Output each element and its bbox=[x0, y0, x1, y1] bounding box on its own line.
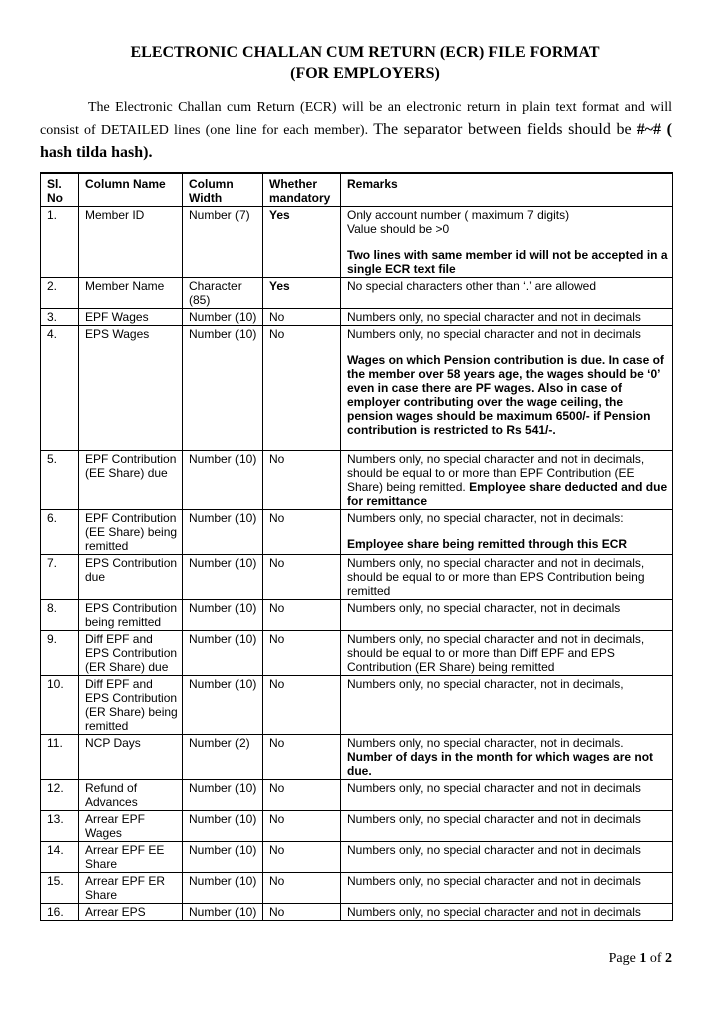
row-column-width: Number (10) bbox=[183, 676, 263, 735]
row-column-width: Number (2) bbox=[183, 735, 263, 780]
row-column-width: Number (10) bbox=[183, 451, 263, 510]
row-column-width: Number (10) bbox=[183, 904, 263, 921]
row-column-name: EPF Wages bbox=[79, 309, 183, 326]
intro-separator: #~# ( hash tilda hash). bbox=[40, 121, 672, 161]
table-row bbox=[41, 811, 673, 842]
footer-of-word: of bbox=[649, 951, 662, 966]
row-column-width: Character (85) bbox=[183, 278, 263, 309]
row-column-width: Number (10) bbox=[183, 600, 263, 631]
row-sl-no: 16. bbox=[41, 904, 79, 921]
remark-text: Numbers only, no special character, not in decimals. bbox=[347, 736, 624, 750]
row-column-width: Number (10) bbox=[183, 873, 263, 904]
ecr-format-table bbox=[40, 172, 673, 921]
row-sl-no: 6. bbox=[41, 510, 79, 555]
row-column-name: Arrear EPF Wages bbox=[79, 811, 183, 842]
table-row bbox=[41, 326, 673, 451]
header-column-name: Column Name bbox=[79, 173, 183, 207]
row-sl-no: 1. bbox=[41, 207, 79, 278]
row-column-name: EPF Contribution (EE Share) due bbox=[79, 451, 183, 510]
row-mandatory: No bbox=[263, 780, 341, 811]
row-sl-no: 15. bbox=[41, 873, 79, 904]
row-remarks bbox=[341, 278, 673, 309]
header-column-width: Column Width bbox=[183, 173, 263, 207]
page-footer bbox=[609, 951, 672, 967]
table-row bbox=[41, 510, 673, 555]
table-row bbox=[41, 904, 673, 921]
row-remarks bbox=[341, 735, 673, 780]
row-column-name: Member Name bbox=[79, 278, 183, 309]
table-row bbox=[41, 676, 673, 735]
row-sl-no: 11. bbox=[41, 735, 79, 780]
remark-text: Number of days in the month for which wages are not due. bbox=[347, 750, 654, 778]
remark-text: Numbers only, no special character and not in decimals, should be equal to or more than EPS Contribution being remitted bbox=[347, 556, 645, 598]
row-mandatory: No bbox=[263, 600, 341, 631]
table-row bbox=[41, 451, 673, 510]
row-sl-no: 13. bbox=[41, 811, 79, 842]
row-sl-no: 2. bbox=[41, 278, 79, 309]
document-title bbox=[40, 42, 690, 84]
table-row bbox=[41, 735, 673, 780]
row-column-name: Member ID bbox=[79, 207, 183, 278]
row-remarks bbox=[341, 904, 673, 921]
remark-text: Numbers only, no special character and not in decimals bbox=[347, 812, 641, 826]
remark-text: Numbers only, no special character and not in decimals bbox=[347, 327, 641, 341]
row-mandatory: No bbox=[263, 811, 341, 842]
row-column-width: Number (10) bbox=[183, 811, 263, 842]
row-remarks bbox=[341, 873, 673, 904]
table-row bbox=[41, 780, 673, 811]
table-body bbox=[41, 207, 673, 921]
row-remarks bbox=[341, 207, 673, 278]
row-remarks bbox=[341, 510, 673, 555]
row-remarks bbox=[341, 309, 673, 326]
remark-text: Employee share being remitted through this ECR bbox=[347, 537, 628, 551]
table-row bbox=[41, 309, 673, 326]
row-column-width: Number (10) bbox=[183, 555, 263, 600]
table-header-row bbox=[41, 173, 673, 207]
row-column-name: Diff EPF and EPS Contribution (ER Share) due bbox=[79, 631, 183, 676]
row-column-name: NCP Days bbox=[79, 735, 183, 780]
table-row bbox=[41, 631, 673, 676]
row-mandatory: No bbox=[263, 735, 341, 780]
table-row bbox=[41, 842, 673, 873]
remark-text: Value should be >0 bbox=[347, 222, 450, 236]
row-column-name: Arrear EPF EE Share bbox=[79, 842, 183, 873]
row-mandatory: No bbox=[263, 842, 341, 873]
row-remarks bbox=[341, 780, 673, 811]
header-mandatory: Whether mandatory bbox=[263, 173, 341, 207]
remark-text: No special characters other than ‘.’ are allowed bbox=[347, 279, 597, 293]
intro-paragraph bbox=[40, 97, 672, 165]
intro-text-1: The Electronic Challan cum Return (ECR) will be an electronic return in plain text format and will consist of DETAILED lines (one line for each member). bbox=[40, 100, 672, 138]
row-remarks bbox=[341, 600, 673, 631]
remark-text: Numbers only, no special character, not in decimals bbox=[347, 601, 621, 615]
header-sl-no: Sl. No bbox=[41, 173, 79, 207]
row-column-width: Number (7) bbox=[183, 207, 263, 278]
row-sl-no: 5. bbox=[41, 451, 79, 510]
table-row bbox=[41, 207, 673, 278]
row-remarks bbox=[341, 326, 673, 451]
row-column-width: Number (10) bbox=[183, 842, 263, 873]
row-column-width: Number (10) bbox=[183, 309, 263, 326]
row-remarks bbox=[341, 811, 673, 842]
remark-text: Numbers only, no special character and not in decimals bbox=[347, 843, 641, 857]
remark-text: Numbers only, no special character and not in decimals bbox=[347, 781, 641, 795]
remark-text: Only account number ( maximum 7 digits) bbox=[347, 208, 570, 222]
header-remarks: Remarks bbox=[341, 173, 673, 207]
remark-text: Numbers only, no special character and not in decimals, should be equal to or more than Diff EPF and EPS Contribution (ER Share) being remitted bbox=[347, 632, 645, 674]
footer-page-word: Page bbox=[608, 951, 636, 966]
row-mandatory: Yes bbox=[263, 278, 341, 309]
row-sl-no: 4. bbox=[41, 326, 79, 451]
row-remarks bbox=[341, 842, 673, 873]
row-column-width: Number (10) bbox=[183, 326, 263, 451]
row-column-name: Diff EPF and EPS Contribution (ER Share) being remitted bbox=[79, 676, 183, 735]
row-column-name: Arrear EPF ER Share bbox=[79, 873, 183, 904]
row-mandatory: No bbox=[263, 631, 341, 676]
row-remarks bbox=[341, 555, 673, 600]
table-row bbox=[41, 278, 673, 309]
row-mandatory: Yes bbox=[263, 207, 341, 278]
row-column-width: Number (10) bbox=[183, 631, 263, 676]
row-column-name: Arrear EPS bbox=[79, 904, 183, 921]
title-line-2: (FOR EMPLOYERS) bbox=[290, 65, 440, 82]
row-column-name: EPS Contribution being remitted bbox=[79, 600, 183, 631]
table-row bbox=[41, 873, 673, 904]
remark-text: Wages on which Pension contribution is due. In case of the member over 58 years age, the wages should be ‘0’ even in case there are PF wages. Also in case of employer contributing over the wage ceiling, the pension wages should be maximum 6500/- if Pension contribution is restricted to Rs 541/-. bbox=[347, 353, 664, 437]
row-mandatory: No bbox=[263, 904, 341, 921]
row-remarks bbox=[341, 451, 673, 510]
row-remarks bbox=[341, 631, 673, 676]
row-sl-no: 14. bbox=[41, 842, 79, 873]
row-mandatory: No bbox=[263, 326, 341, 451]
title-line-1: ELECTRONIC CHALLAN CUM RETURN (ECR) FILE FORMAT bbox=[130, 44, 600, 61]
remark-text: Numbers only, no special character and not in decimals bbox=[347, 310, 641, 324]
remark-text: Numbers only, no special character and not in decimals bbox=[347, 905, 641, 919]
remark-text: Two lines with same member id will not be accepted in a single ECR text file bbox=[347, 248, 668, 276]
row-mandatory: No bbox=[263, 451, 341, 510]
remark-text: Numbers only, no special character, not in decimals, bbox=[347, 677, 624, 691]
row-remarks bbox=[341, 676, 673, 735]
row-mandatory: No bbox=[263, 873, 341, 904]
row-mandatory: No bbox=[263, 309, 341, 326]
row-sl-no: 7. bbox=[41, 555, 79, 600]
intro-text-2: The separator between fields should be bbox=[373, 121, 632, 138]
footer-page-total: 2 bbox=[665, 951, 672, 966]
remark-text: Numbers only, no special character and not in decimals, should be equal to or more than EPF Contribution (EE Share) being remitted. bbox=[347, 452, 645, 494]
row-sl-no: 3. bbox=[41, 309, 79, 326]
row-mandatory: No bbox=[263, 676, 341, 735]
remark-text: Numbers only, no special character and not in decimals bbox=[347, 874, 641, 888]
row-sl-no: 9. bbox=[41, 631, 79, 676]
row-mandatory: No bbox=[263, 510, 341, 555]
row-column-width: Number (10) bbox=[183, 510, 263, 555]
table-row bbox=[41, 555, 673, 600]
footer-page-current: 1 bbox=[639, 951, 647, 966]
row-column-width: Number (10) bbox=[183, 780, 263, 811]
row-sl-no: 8. bbox=[41, 600, 79, 631]
remark-text: Employee share deducted and due for remittance bbox=[347, 480, 668, 508]
row-column-name: EPS Wages bbox=[79, 326, 183, 451]
row-mandatory: No bbox=[263, 555, 341, 600]
remark-text: Numbers only, no special character, not in decimals: bbox=[347, 511, 624, 525]
row-column-name: Refund of Advances bbox=[79, 780, 183, 811]
row-column-name: EPF Contribution (EE Share) being remitted bbox=[79, 510, 183, 555]
table-row bbox=[41, 600, 673, 631]
row-sl-no: 12. bbox=[41, 780, 79, 811]
row-column-name: EPS Contribution due bbox=[79, 555, 183, 600]
row-sl-no: 10. bbox=[41, 676, 79, 735]
